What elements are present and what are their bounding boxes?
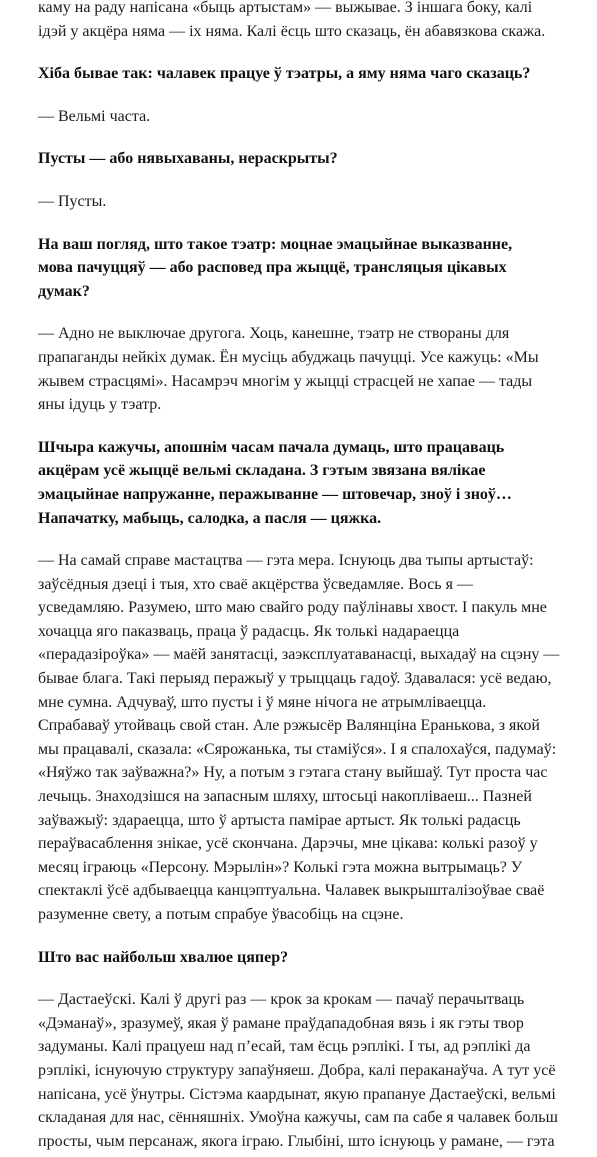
text-line: рэплікі, існуючую структуру запаўняеш. Добра, калі пераканаўча. А тут усё: [38, 1061, 556, 1079]
text-line: Пусты — або нявыхаваны, нераскрыты?: [38, 150, 338, 168]
text-line: Спрабаваў утойваць свой стан. Але рэжысёр Валянціна Еранькова, з якой: [38, 717, 540, 735]
text-line: яны ідуць у тэатр.: [38, 396, 162, 414]
answer-paragraph: [38, 988, 575, 1153]
text-line: Напачатку, мабыць, салодка, а пасля — цяжка.: [38, 509, 382, 527]
text-line: «Няўжо так заўважна?» Ну, а потым з гэтага стану выйшаў. Тут проста час: [38, 764, 548, 782]
question-paragraph: [38, 62, 575, 86]
text-line: «перадазіроўка» — маёй занятасці, заэксплуатаванасці, выхадаў на сцэну —: [38, 646, 560, 664]
text-line: пераўвасаблення знікае, усё скончана. Дарэчы, мне цікава: колькі разоў у: [38, 835, 538, 853]
text-line: складаная для нас, сённяшніх. Умоўна кажучы, сам па сабе я чалавек больш: [38, 1109, 558, 1127]
text-line: — Адно не выключае другога. Хоць, канешне, тэатр не створаны для: [38, 325, 510, 343]
text-line: спектаклі ўсё адбываецца канцэптуальна. Чалавек выкрышталізоўвае сваё: [38, 882, 545, 900]
text-line: На ваш погляд, што такое тэатр: моцнае эмацыйнае выказванне,: [38, 235, 513, 253]
question-paragraph: [38, 946, 575, 970]
answer-paragraph: [38, 549, 575, 927]
text-line: усведамляю. Разумею, што маю свайго роду паўлінавы хвост. І пакуль мне: [38, 599, 547, 617]
text-line: бывае блага. Такі перыяд перажыў у трыццаць гадоў. Здавалася: усё ведаю,: [38, 670, 552, 688]
question-paragraph: [38, 147, 575, 171]
text-line: думак?: [38, 282, 90, 300]
text-line: заўсёдныя дзеці і тыя, хто сваё акцёрства ўсведамляе. Вось я —: [38, 575, 473, 593]
text-line: эмацыйнае напружанне, перажыванне — штовечар, зноў і зноў…: [38, 485, 512, 503]
text-line: Што вас найбольш хвалюе цяпер?: [38, 948, 289, 966]
text-line: мне сумна. Адчуваў, што пусты і ў мяне нічога не атрымліваецца.: [38, 693, 487, 711]
text-line: хочацца яго паказваць, праца ў радасць. Як толькі надараецца: [38, 622, 460, 640]
answer-paragraph: [38, 190, 575, 214]
text-line: — Дастаеўскі. Калі ў другі раз — крок за крокам — пачаў перачытваць: [38, 991, 525, 1009]
question-paragraph: [38, 436, 575, 530]
text-line: — Пусты.: [38, 192, 107, 210]
text-line: разуменне свету, а потым спрабуе ўвасобіць на сцэне.: [38, 906, 404, 923]
text-line: заўважыў: здараецца, што ў артыста паміраe артыст. Як толькі радасць: [38, 811, 521, 829]
text-line: акцёрам усё жыццё вельмі складана. З гэтым звязана вялікае: [38, 462, 486, 480]
text-line: просты, чым персанаж, якога іграю. Глыбіні, што існуюць у рамане, — гэта: [38, 1132, 555, 1150]
answer-paragraph: [38, 0, 575, 43]
text-line: месяц іграюць «Персону. Мэрылін»? Колькі гэта можна вытрымаць? У: [38, 858, 523, 876]
text-line: — На самай справе мастацтва — гэта мера. Існуюць два тыпы артыстаў:: [38, 552, 534, 570]
answer-paragraph: [38, 322, 575, 416]
answer-paragraph: [38, 105, 575, 129]
text-line: — Вельмі часта.: [38, 107, 151, 125]
text-line: каму на раду напісана «быць артыстам» — выжывае. З іншага боку, калі: [38, 0, 533, 16]
text-line: Хіба бывае так: чалавек працуе ў тэатры, а яму няма чаго сказаць?: [38, 65, 531, 83]
text-line: мова пачуццяў — або расповед пра жыццё, трансляцыя цікавых: [38, 259, 507, 277]
question-paragraph: [38, 233, 575, 304]
text-line: лечыць. Знаходзішся на запасным шляху, штосьці накопліваеш... Пазней: [38, 788, 532, 806]
text-line: «Дэманаў», зразумеў, якая ў рамане праўдападобная вязь і як гэты твор: [38, 1014, 524, 1032]
text-line: задуманы. Калі працуеш над п’есай, там ёсць рэплікі. І ты, ад рэплікі да: [38, 1038, 531, 1056]
text-line: мы працавалі, сказала: «Сярожанька, ты стаміўся». І я спалохаўся, падумаў:: [38, 740, 557, 758]
text-line: напісана, усё ўнутры. Сістэма каардынат, якую прапануе Дастаеўскі, вельмі: [38, 1085, 556, 1103]
text-line: жывем страсцямі». Насамрэч многім у жыцці страсцей не хапае — тады: [38, 372, 533, 390]
text-line: Шчыра кажучы, апошнім часам пачала думаць, што працаваць: [38, 438, 505, 456]
text-line: ідэй у акцёра няма — іх няма. Калі ёсць што сказаць, ён абавязкова скажа.: [38, 22, 546, 40]
text-line: прапаганды нейкіх думак. Ён мусіць абуджаць пачуцці. Усе кажуць: «Мы: [38, 348, 539, 366]
